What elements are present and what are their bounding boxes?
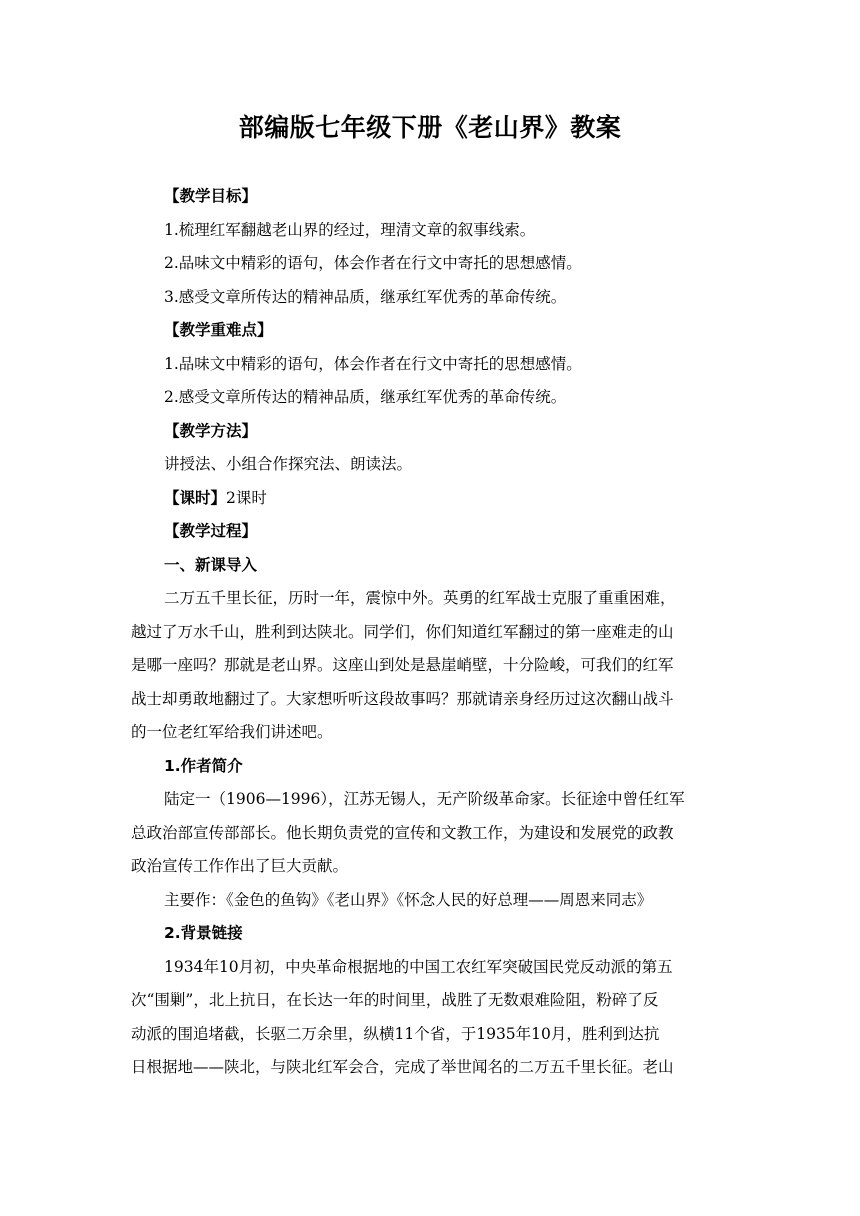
document-body xyxy=(131,180,730,1085)
paragraph-line: 日根据地——陕北，与陕北红军会合，完成了举世闻名的二万五千里长征。老山 xyxy=(131,1058,674,1076)
background-paragraph xyxy=(0,951,728,1085)
paragraph-line: 次“围剿”，北上抗日，在长达一年的时间里，战胜了无数艰难险阻，粉碎了反 xyxy=(131,991,659,1009)
section-intro-heading: 一、新课导入 xyxy=(164,555,258,574)
author-paragraph xyxy=(0,783,728,884)
methods-heading: 【教学方法】 xyxy=(164,421,258,440)
paragraph-line: 动派的围追堵截，长驱二万余里，纵横11个省，于1935年10月，胜利到达抗 xyxy=(131,1024,660,1043)
works-line: 主要作：《金色的鱼钩》《老山界》《怀念人民的好总理——周恩来同志》 xyxy=(164,890,653,909)
key-point-item: 1.品味文中精彩的语句，体会作者在行文中寄托的思想感情。 xyxy=(164,354,582,373)
objective-item: 1.梳理红军翻越老山界的经过，理清文章的叙事线索。 xyxy=(164,220,536,239)
methods-text: 讲授法、小组合作探究法、朗读法。 xyxy=(164,455,413,473)
hours-line xyxy=(164,482,730,516)
paragraph-line: 1934年10月初，中央革命根据地的中国工农红军突破国民党反动派的第五 xyxy=(164,957,673,976)
hours-text: 2课时 xyxy=(226,488,267,507)
author-heading: 1.作者简介 xyxy=(164,756,243,775)
paragraph-line: 政治宣传工作作出了巨大贡献。 xyxy=(131,857,349,875)
paragraph-line: 的一位老红军给我们讲述吧。 xyxy=(131,723,333,741)
paragraph-line: 战士却勇敢地翻过了。大家想听听这段故事吗？那就请亲身经历过这次翻山战斗 xyxy=(131,689,674,708)
document-title: 部编版七年级下册《老山界》教案 xyxy=(238,113,622,142)
objective-item: 2.品味文中精彩的语句，体会作者在行文中寄托的思想感情。 xyxy=(164,254,582,272)
paragraph-line: 二万五千里长征，历时一年，震惊中外。英勇的红军战士克服了重重困难， xyxy=(164,589,676,607)
objective-item: 3.感受文章所传达的精神品质，继承红军优秀的革命传统。 xyxy=(164,287,567,306)
paragraph-line: 总政治部宣传部部长。他长期负责党的宣传和文教工作，为建设和发展党的政教 xyxy=(131,823,674,842)
key-points-heading: 【教学重难点】 xyxy=(164,321,273,339)
background-heading: 2.背景链接 xyxy=(164,924,243,942)
key-point-item: 2.感受文章所传达的精神品质，继承红军优秀的革命传统。 xyxy=(164,388,567,406)
intro-paragraph xyxy=(0,582,728,750)
paragraph-line: 是哪一座吗？那就是老山界。这座山到处是悬崖峭壁，十分险峻，可我们的红军 xyxy=(131,656,674,674)
paragraph-line: 陆定一（1906—1996），江苏无锡人，无产阶级革命家。长征途中曾任红军 xyxy=(164,790,685,808)
hours-heading: 【课时】 xyxy=(164,488,227,507)
objectives-heading: 【教学目标】 xyxy=(164,187,258,205)
paragraph-line: 越过了万水千山，胜利到达陕北。同学们，你们知道红军翻过的第一座难走的山 xyxy=(131,622,674,641)
process-heading: 【教学过程】 xyxy=(164,522,258,540)
